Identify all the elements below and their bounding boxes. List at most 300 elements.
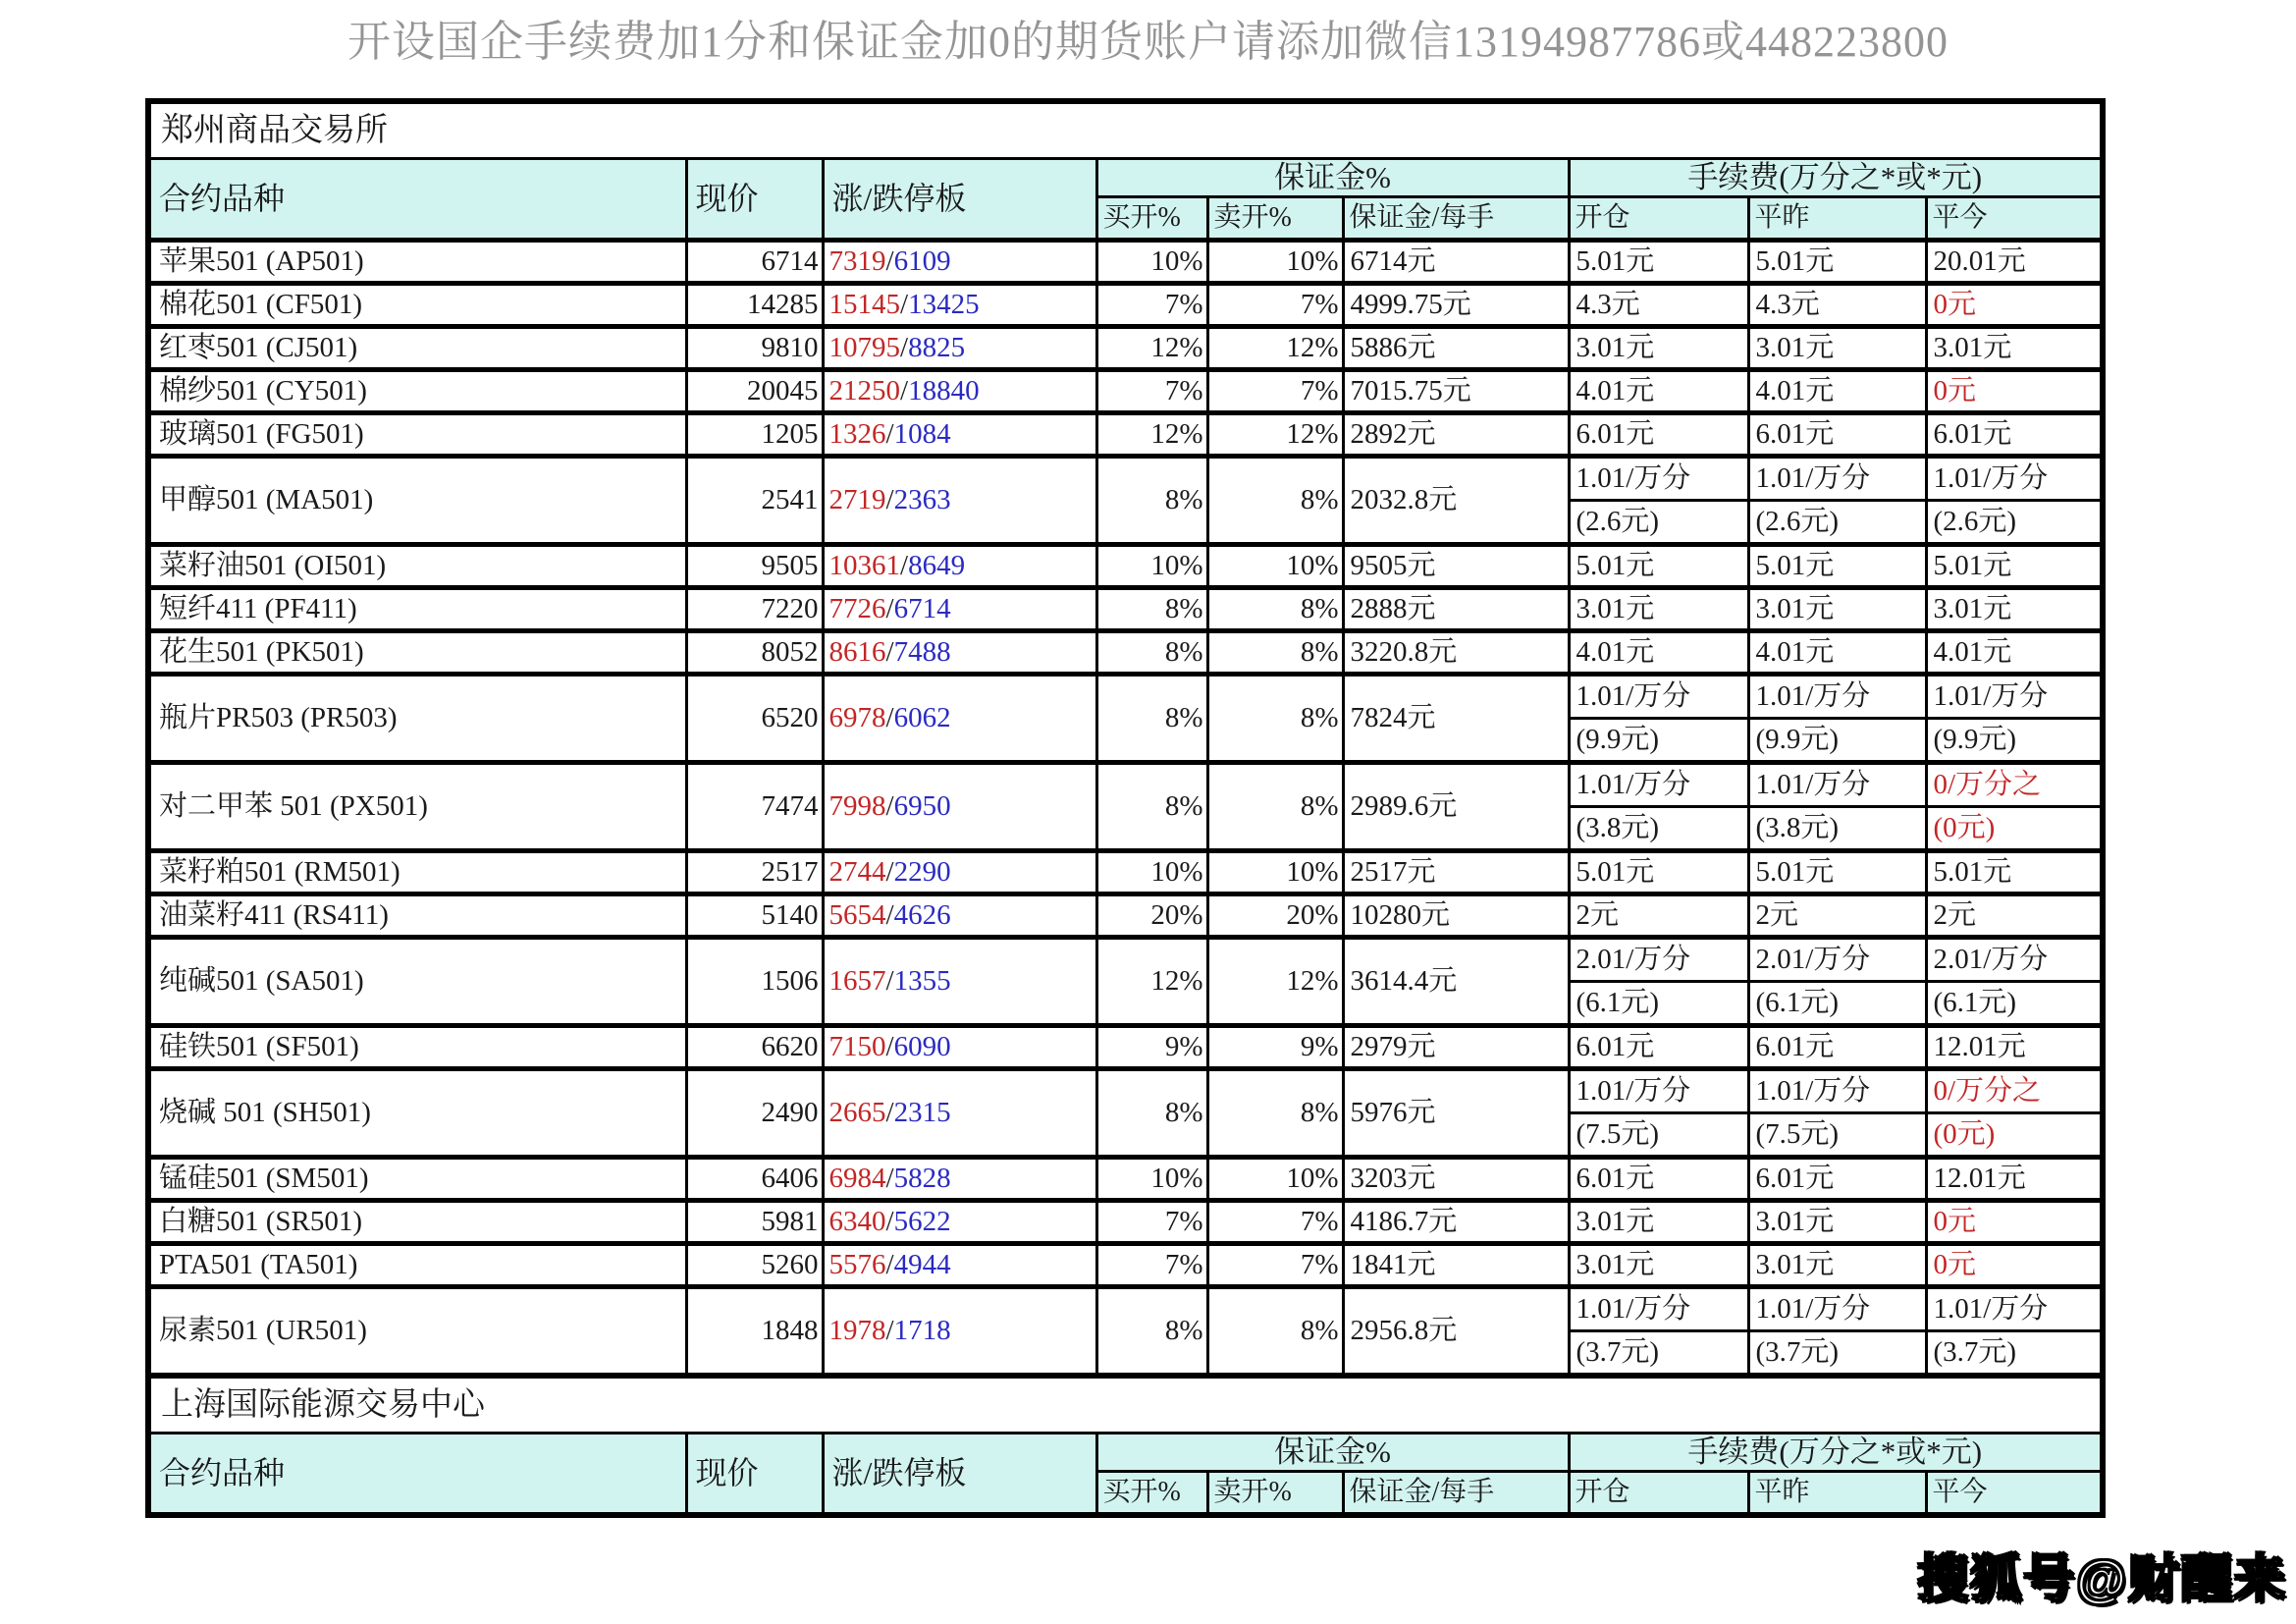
table-row [148,413,2103,457]
limit-separator: / [885,856,894,889]
cell-fee-close-today-fixed: (2.6元) [1926,501,2103,545]
cell-price: 20045 [686,370,823,413]
cell-price: 7474 [686,763,823,851]
limit-down-value: 13425 [908,289,980,321]
cell-limit-band [823,457,1096,545]
fees-table-root [145,98,2106,1518]
section-title: 上海国际能源交易中心 [148,1376,2103,1434]
cell-fee-close-yesterday: 5.01元 [1748,851,1926,894]
sohu-watermark: 搜狐号@财醒来 [1917,1551,2287,1608]
cell-fee-close-today: 1.01/万分 [1926,1287,2103,1331]
cell-fee-close-yesterday: 3.01元 [1748,1244,1926,1287]
cell-fee-close-today: 0元 [1926,284,2103,327]
top-banner-text: 开设国企手续费加1分和保证金加0的期货账户请添加微信13194987786或448223800 [347,18,1949,66]
cell-price: 5260 [686,1244,823,1287]
cell-sell-open-pct: 8% [1207,675,1343,763]
table-row [148,1026,2103,1069]
limit-down-value: 2315 [893,1097,951,1129]
limit-down-value: 4944 [893,1249,951,1281]
limit-up-value: 7319 [828,245,886,278]
cell-fee-close-yesterday-fixed: (2.6元) [1748,501,1926,545]
cell-price: 9505 [686,545,823,588]
cell-buy-open-pct: 10% [1096,1158,1207,1201]
cell-buy-open-pct: 8% [1096,588,1207,631]
cell-buy-open-pct: 12% [1096,938,1207,1026]
cell-fee-open: 5.01元 [1569,851,1748,894]
cell-limit-band [823,545,1096,588]
table-row [148,851,2103,894]
limit-down-value: 5622 [893,1206,951,1238]
cell-fee-close-today-fixed: (0元) [1926,807,2103,851]
limit-separator: / [885,1315,894,1347]
limit-up-value: 15145 [828,289,900,321]
table-row [148,1287,2103,1331]
limit-down-value: 2363 [893,484,951,516]
cell-fee-close-yesterday: 2.01/万分 [1748,938,1926,982]
cell-contract-name: 油菜籽411 (RS411) [148,894,686,938]
limit-down-value: 6062 [893,702,951,734]
limit-up-value: 2744 [828,856,886,889]
col-header-close-today: 平今 [1926,197,2103,241]
cell-fee-open: 3.01元 [1569,588,1748,631]
cell-fee-open: 3.01元 [1569,1244,1748,1287]
limit-up-value: 7998 [828,790,886,823]
cell-fee-open: 1.01/万分 [1569,457,1748,501]
cell-buy-open-pct: 20% [1096,894,1207,938]
cell-contract-name: PTA501 (TA501) [148,1244,686,1287]
cell-contract-name: 棉纱501 (CY501) [148,370,686,413]
col-header-limit: 涨/跌停板 [823,159,1096,241]
limit-separator: / [885,899,894,932]
cell-limit-band [823,675,1096,763]
cell-fee-open: 1.01/万分 [1569,1287,1748,1331]
cell-fee-close-yesterday: 5.01元 [1748,241,1926,284]
cell-price: 5981 [686,1201,823,1244]
col-header-sell-open: 卖开% [1207,1472,1343,1516]
cell-fee-open: 1.01/万分 [1569,675,1748,719]
cell-fee-close-today: 5.01元 [1926,851,2103,894]
cell-buy-open-pct: 8% [1096,1287,1207,1377]
cell-fee-close-today: 20.01元 [1926,241,2103,284]
limit-separator: / [885,484,894,516]
cell-limit-band [823,1026,1096,1069]
exchange-section [148,101,2103,1376]
cell-fee-close-yesterday: 1.01/万分 [1748,763,1926,807]
cell-price: 5140 [686,894,823,938]
col-header-margin-per-lot: 保证金/每手 [1343,1472,1569,1516]
cell-contract-name: 瓶片PR503 (PR503) [148,675,686,763]
col-header-limit: 涨/跌停板 [823,1434,1096,1516]
limit-separator: / [885,1206,894,1238]
cell-sell-open-pct: 12% [1207,938,1343,1026]
cell-fee-open: 1.01/万分 [1569,763,1748,807]
limit-down-value: 6090 [893,1031,951,1063]
cell-buy-open-pct: 8% [1096,631,1207,675]
cell-margin-per-lot: 3203元 [1343,1158,1569,1201]
header-row-groups [148,159,2103,197]
limit-separator: / [885,1031,894,1063]
limit-down-value: 6950 [893,790,951,823]
cell-fee-close-today: 0元 [1926,370,2103,413]
cell-fee-open: 2元 [1569,894,1748,938]
cell-fee-close-today: 3.01元 [1926,588,2103,631]
cell-limit-band [823,1201,1096,1244]
cell-contract-name: 对二甲苯 501 (PX501) [148,763,686,851]
cell-sell-open-pct: 7% [1207,1201,1343,1244]
cell-sell-open-pct: 8% [1207,763,1343,851]
limit-up-value: 8616 [828,636,886,669]
cell-price: 2490 [686,1069,823,1158]
cell-contract-name: 白糖501 (SR501) [148,1201,686,1244]
cell-contract-name: 烧碱 501 (SH501) [148,1069,686,1158]
limit-up-value: 5576 [828,1249,886,1281]
limit-separator: / [885,790,894,823]
cell-price: 6620 [686,1026,823,1069]
cell-fee-close-yesterday: 6.01元 [1748,413,1926,457]
table-row [148,370,2103,413]
cell-fee-open: 5.01元 [1569,545,1748,588]
header-row-groups [148,1434,2103,1472]
limit-up-value: 5654 [828,899,886,932]
cell-buy-open-pct: 8% [1096,763,1207,851]
limit-up-value: 10795 [828,332,900,364]
cell-sell-open-pct: 20% [1207,894,1343,938]
cell-price: 1506 [686,938,823,1026]
limit-separator: / [885,418,894,451]
cell-price: 6520 [686,675,823,763]
limit-up-value: 1326 [828,418,886,451]
cell-buy-open-pct: 12% [1096,413,1207,457]
cell-fee-open-fixed: (3.8元) [1569,807,1748,851]
cell-price: 6714 [686,241,823,284]
cell-buy-open-pct: 8% [1096,1069,1207,1158]
cell-fee-open: 4.3元 [1569,284,1748,327]
futures-fees-table [145,98,2106,1518]
limit-down-value: 4626 [893,899,951,932]
cell-fee-close-yesterday-fixed: (7.5元) [1748,1113,1926,1158]
table-row [148,327,2103,370]
limit-up-value: 2665 [828,1097,886,1129]
cell-fee-close-yesterday: 4.3元 [1748,284,1926,327]
col-header-contract: 合约品种 [148,1434,686,1516]
cell-sell-open-pct: 10% [1207,241,1343,284]
cell-fee-close-today: 12.01元 [1926,1158,2103,1201]
cell-fee-open: 6.01元 [1569,413,1748,457]
cell-contract-name: 纯碱501 (SA501) [148,938,686,1026]
limit-up-value: 10361 [828,550,900,582]
cell-fee-close-yesterday-fixed: (9.9元) [1748,719,1926,763]
cell-limit-band [823,588,1096,631]
cell-fee-close-yesterday: 3.01元 [1748,1201,1926,1244]
cell-contract-name: 菜籽粕501 (RM501) [148,851,686,894]
limit-separator: / [885,593,894,625]
cell-buy-open-pct: 10% [1096,545,1207,588]
cell-fee-close-today: 5.01元 [1926,545,2103,588]
cell-fee-open-fixed: (7.5元) [1569,1113,1748,1158]
col-header-margin-group: 保证金% [1096,159,1569,197]
col-header-close-yesterday: 平昨 [1748,197,1926,241]
col-header-close-today: 平今 [1926,1472,2103,1516]
col-header-buy-open: 买开% [1096,1472,1207,1516]
cell-sell-open-pct: 7% [1207,1244,1343,1287]
cell-price: 2541 [686,457,823,545]
limit-down-value: 2290 [893,856,951,889]
cell-sell-open-pct: 7% [1207,284,1343,327]
limit-down-value: 1084 [893,418,951,451]
table-row [148,1069,2103,1113]
cell-sell-open-pct: 10% [1207,1158,1343,1201]
cell-margin-per-lot: 6714元 [1343,241,1569,284]
limit-up-value: 1657 [828,965,886,998]
cell-fee-close-yesterday: 1.01/万分 [1748,457,1926,501]
col-header-sell-open: 卖开% [1207,197,1343,241]
cell-fee-open: 1.01/万分 [1569,1069,1748,1113]
cell-fee-close-yesterday-fixed: (6.1元) [1748,982,1926,1026]
cell-fee-close-today: 4.01元 [1926,631,2103,675]
limit-separator: / [900,550,909,582]
cell-fee-open-fixed: (2.6元) [1569,501,1748,545]
cell-fee-close-today: 6.01元 [1926,413,2103,457]
cell-sell-open-pct: 12% [1207,327,1343,370]
table-row [148,284,2103,327]
col-header-fee-group: 手续费(万分之*或*元) [1569,159,2103,197]
cell-limit-band [823,370,1096,413]
cell-fee-close-today-fixed: (6.1元) [1926,982,2103,1026]
table-row [148,894,2103,938]
cell-limit-band [823,1069,1096,1158]
cell-fee-close-yesterday: 3.01元 [1748,327,1926,370]
cell-limit-band [823,938,1096,1026]
limit-down-value: 18840 [908,375,980,407]
limit-separator: / [885,1249,894,1281]
cell-fee-close-today: 3.01元 [1926,327,2103,370]
cell-sell-open-pct: 8% [1207,457,1343,545]
cell-sell-open-pct: 8% [1207,1069,1343,1158]
cell-contract-name: 菜籽油501 (OI501) [148,545,686,588]
cell-fee-close-yesterday: 3.01元 [1748,588,1926,631]
cell-limit-band [823,894,1096,938]
limit-separator: / [885,636,894,669]
cell-fee-close-yesterday: 1.01/万分 [1748,1287,1926,1331]
cell-fee-close-yesterday: 5.01元 [1748,545,1926,588]
cell-fee-open: 3.01元 [1569,1201,1748,1244]
limit-down-value: 8649 [908,550,966,582]
limit-separator: / [900,332,909,364]
limit-separator: / [885,702,894,734]
cell-fee-close-yesterday: 1.01/万分 [1748,675,1926,719]
limit-separator: / [900,289,909,321]
col-header-price: 现价 [686,159,823,241]
limit-up-value: 1978 [828,1315,886,1347]
cell-fee-close-yesterday: 2元 [1748,894,1926,938]
cell-contract-name: 尿素501 (UR501) [148,1287,686,1377]
table-row [148,1244,2103,1287]
limit-up-value: 7150 [828,1031,886,1063]
table-row [148,241,2103,284]
cell-price: 6406 [686,1158,823,1201]
limit-up-value: 2719 [828,484,886,516]
cell-limit-band [823,1287,1096,1377]
table-row [148,675,2103,719]
limit-down-value: 8825 [908,332,966,364]
cell-fee-open-fixed: (3.7元) [1569,1331,1748,1377]
col-header-buy-open: 买开% [1096,197,1207,241]
cell-fee-close-today: 1.01/万分 [1926,675,2103,719]
cell-buy-open-pct: 7% [1096,1244,1207,1287]
cell-contract-name: 锰硅501 (SM501) [148,1158,686,1201]
cell-sell-open-pct: 8% [1207,588,1343,631]
cell-margin-per-lot: 3614.4元 [1343,938,1569,1026]
cell-margin-per-lot: 1841元 [1343,1244,1569,1287]
cell-margin-per-lot: 5886元 [1343,327,1569,370]
cell-price: 14285 [686,284,823,327]
limit-separator: / [885,1163,894,1195]
limit-separator: / [885,1097,894,1129]
cell-buy-open-pct: 7% [1096,284,1207,327]
cell-fee-open: 6.01元 [1569,1026,1748,1069]
cell-fee-close-today: 0/万分之 [1926,763,2103,807]
cell-contract-name: 花生501 (PK501) [148,631,686,675]
cell-margin-per-lot: 2989.6元 [1343,763,1569,851]
cell-margin-per-lot: 10280元 [1343,894,1569,938]
cell-margin-per-lot: 3220.8元 [1343,631,1569,675]
col-header-margin-group: 保证金% [1096,1434,1569,1472]
table-row [148,1201,2103,1244]
cell-margin-per-lot: 2888元 [1343,588,1569,631]
cell-contract-name: 棉花501 (CF501) [148,284,686,327]
col-header-margin-per-lot: 保证金/每手 [1343,197,1569,241]
cell-fee-open: 5.01元 [1569,241,1748,284]
cell-fee-close-today-fixed: (9.9元) [1926,719,2103,763]
cell-limit-band [823,1244,1096,1287]
cell-margin-per-lot: 4186.7元 [1343,1201,1569,1244]
cell-margin-per-lot: 2032.8元 [1343,457,1569,545]
cell-buy-open-pct: 8% [1096,457,1207,545]
cell-buy-open-pct: 7% [1096,1201,1207,1244]
table-row [148,457,2103,501]
cell-limit-band [823,413,1096,457]
limit-down-value: 7488 [893,636,951,669]
cell-margin-per-lot: 5976元 [1343,1069,1569,1158]
cell-fee-open: 4.01元 [1569,631,1748,675]
cell-sell-open-pct: 7% [1207,370,1343,413]
col-header-open: 开仓 [1569,1472,1748,1516]
cell-contract-name: 短纤411 (PF411) [148,588,686,631]
cell-fee-close-today: 0/万分之 [1926,1069,2103,1113]
cell-margin-per-lot: 7015.75元 [1343,370,1569,413]
limit-down-value: 5828 [893,1163,951,1195]
col-header-open: 开仓 [1569,197,1748,241]
cell-margin-per-lot: 2956.8元 [1343,1287,1569,1377]
limit-up-value: 6340 [828,1206,886,1238]
cell-margin-per-lot: 2979元 [1343,1026,1569,1069]
cell-contract-name: 甲醇501 (MA501) [148,457,686,545]
cell-fee-close-today: 2.01/万分 [1926,938,2103,982]
cell-buy-open-pct: 7% [1096,370,1207,413]
section-title-row [148,101,2103,159]
cell-contract-name: 硅铁501 (SF501) [148,1026,686,1069]
cell-sell-open-pct: 10% [1207,545,1343,588]
limit-down-value: 6109 [893,245,951,278]
cell-margin-per-lot: 2517元 [1343,851,1569,894]
cell-fee-open: 6.01元 [1569,1158,1748,1201]
cell-price: 1848 [686,1287,823,1377]
cell-price: 1205 [686,413,823,457]
table-row [148,938,2103,982]
cell-limit-band [823,1158,1096,1201]
cell-limit-band [823,763,1096,851]
cell-limit-band [823,851,1096,894]
cell-fee-close-today: 12.01元 [1926,1026,2103,1069]
limit-separator: / [885,965,894,998]
cell-price: 9810 [686,327,823,370]
col-header-fee-group: 手续费(万分之*或*元) [1569,1434,2103,1472]
table-row [148,588,2103,631]
limit-up-value: 21250 [828,375,900,407]
cell-buy-open-pct: 9% [1096,1026,1207,1069]
cell-margin-per-lot: 9505元 [1343,545,1569,588]
cell-fee-close-yesterday-fixed: (3.7元) [1748,1331,1926,1377]
cell-price: 8052 [686,631,823,675]
cell-fee-open: 3.01元 [1569,327,1748,370]
table-row [148,763,2103,807]
cell-fee-close-yesterday: 6.01元 [1748,1026,1926,1069]
cell-fee-open-fixed: (6.1元) [1569,982,1748,1026]
col-header-price: 现价 [686,1434,823,1516]
cell-fee-open-fixed: (9.9元) [1569,719,1748,763]
limit-down-value: 1355 [893,965,951,998]
table-row [148,631,2103,675]
cell-buy-open-pct: 8% [1096,675,1207,763]
cell-fee-close-yesterday: 1.01/万分 [1748,1069,1926,1113]
section-title-row [148,1376,2103,1434]
cell-sell-open-pct: 10% [1207,851,1343,894]
limit-up-value: 6978 [828,702,886,734]
limit-up-value: 7726 [828,593,886,625]
cell-buy-open-pct: 10% [1096,851,1207,894]
cell-limit-band [823,284,1096,327]
cell-fee-close-today: 0元 [1926,1244,2103,1287]
cell-buy-open-pct: 10% [1096,241,1207,284]
cell-fee-close-yesterday: 6.01元 [1748,1158,1926,1201]
cell-fee-close-yesterday-fixed: (3.8元) [1748,807,1926,851]
cell-sell-open-pct: 9% [1207,1026,1343,1069]
cell-price: 7220 [686,588,823,631]
cell-sell-open-pct: 12% [1207,413,1343,457]
cell-margin-per-lot: 7824元 [1343,675,1569,763]
cell-fee-close-today: 2元 [1926,894,2103,938]
cell-buy-open-pct: 12% [1096,327,1207,370]
col-header-contract: 合约品种 [148,159,686,241]
cell-fee-close-today-fixed: (0元) [1926,1113,2103,1158]
limit-up-value: 6984 [828,1163,886,1195]
cell-contract-name: 红枣501 (CJ501) [148,327,686,370]
limit-down-value: 6714 [893,593,951,625]
cell-margin-per-lot: 2892元 [1343,413,1569,457]
cell-contract-name: 玻璃501 (FG501) [148,413,686,457]
cell-sell-open-pct: 8% [1207,631,1343,675]
cell-limit-band [823,631,1096,675]
cell-limit-band [823,327,1096,370]
limit-down-value: 1718 [893,1315,951,1347]
cell-contract-name: 苹果501 (AP501) [148,241,686,284]
cell-fee-open: 4.01元 [1569,370,1748,413]
limit-separator: / [885,245,894,278]
cell-fee-close-yesterday: 4.01元 [1748,631,1926,675]
cell-fee-close-yesterday: 4.01元 [1748,370,1926,413]
cell-fee-open: 2.01/万分 [1569,938,1748,982]
limit-separator: / [900,375,909,407]
